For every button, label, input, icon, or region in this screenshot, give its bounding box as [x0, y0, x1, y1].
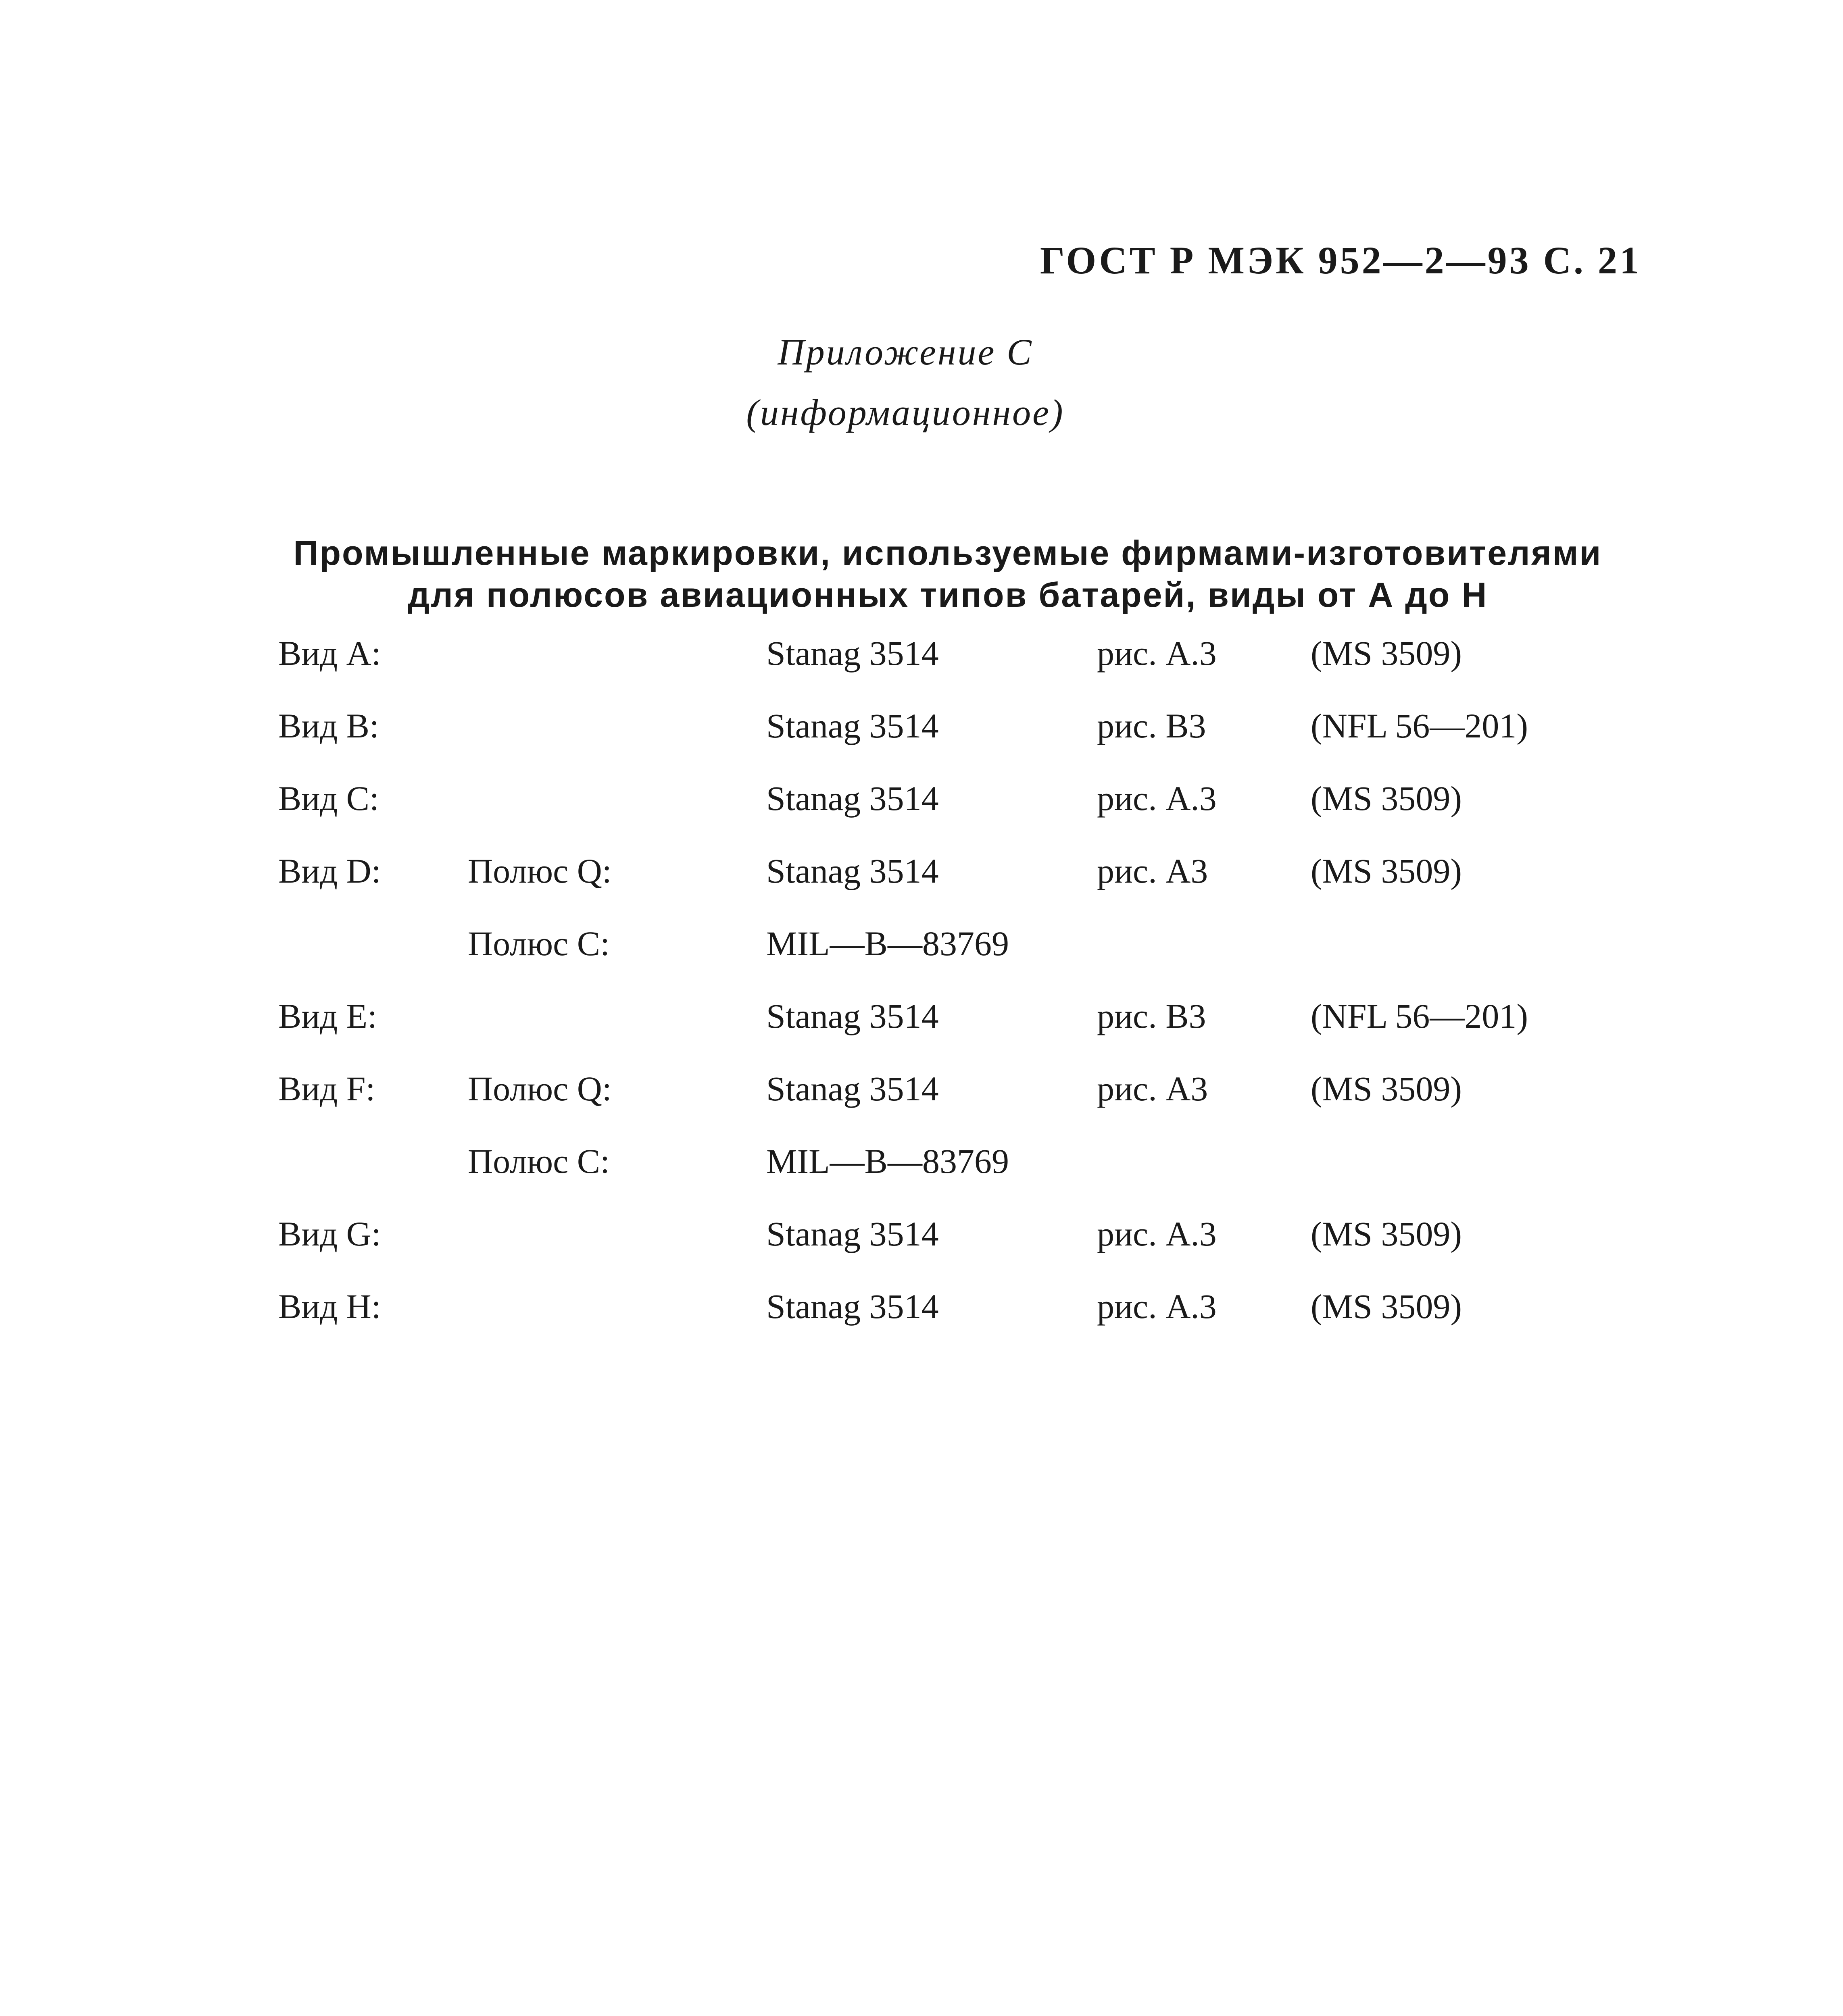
view-label: Вид F:: [278, 1069, 375, 1108]
pole-label: Полюс Q:: [468, 852, 612, 890]
spec-ref: (MS 3509): [1311, 779, 1462, 818]
spec-ref: (MS 3509): [1311, 852, 1462, 890]
markings-row: [0, 992, 1843, 1064]
view-label: Вид H:: [278, 1287, 381, 1326]
figure-ref: рис. A.3: [1097, 1287, 1217, 1326]
spec-ref: (NFL 56—201): [1311, 706, 1528, 745]
view-label: Вид A:: [278, 634, 381, 673]
markings-row: [0, 1137, 1843, 1210]
markings-row: [0, 774, 1843, 847]
standard-ref: Stanag 3514: [766, 706, 939, 745]
figure-ref: рис. B3: [1097, 997, 1206, 1035]
spec-ref: (MS 3509): [1311, 1069, 1462, 1108]
markings-row: [0, 1210, 1843, 1282]
figure-ref: рис. A3: [1097, 852, 1208, 890]
standard-ref: Stanag 3514: [766, 852, 939, 890]
markings-row: [0, 702, 1843, 774]
figure-ref: рис. A.3: [1097, 1214, 1217, 1253]
view-label: Вид B:: [278, 706, 379, 745]
pole-label: Полюс Q:: [468, 1069, 612, 1108]
appendix-title: Приложение С: [778, 331, 1033, 373]
standard-ref: MIL—B—83769: [766, 924, 1009, 963]
standard-ref: Stanag 3514: [766, 779, 939, 818]
spec-ref: (MS 3509): [1311, 634, 1462, 673]
standard-ref: Stanag 3514: [766, 1214, 939, 1253]
section-title: Промышленные маркировки, используемые фирмами-изготовителями для полюсов авиационных типов батарей, виды от А до Н: [293, 534, 1602, 614]
spec-ref: (MS 3509): [1311, 1287, 1462, 1326]
standard-ref: Stanag 3514: [766, 1287, 939, 1326]
markings-row: [0, 919, 1843, 992]
page-header: ГОСТ Р МЭК 952—2—93 С. 21: [1040, 239, 1641, 282]
spec-ref: (MS 3509): [1311, 1214, 1462, 1253]
spec-ref: (NFL 56—201): [1311, 997, 1528, 1035]
markings-row: [0, 1064, 1843, 1137]
standard-ref: MIL—B—83769: [766, 1142, 1009, 1181]
pole-label: Полюс C:: [468, 924, 610, 963]
view-label: Вид D:: [278, 852, 381, 890]
view-label: Вид G:: [278, 1214, 381, 1253]
pole-label: Полюс C:: [468, 1142, 610, 1181]
markings-row: [0, 629, 1843, 702]
markings-row: [0, 847, 1843, 919]
view-label: Вид E:: [278, 997, 377, 1035]
standard-ref: Stanag 3514: [766, 634, 939, 673]
view-label: Вид C:: [278, 779, 379, 818]
markings-row: [0, 1282, 1843, 1355]
standard-ref: Stanag 3514: [766, 997, 939, 1035]
figure-ref: рис. A3: [1097, 1069, 1208, 1108]
figure-ref: рис. B3: [1097, 706, 1206, 745]
appendix-subtitle: (информационное): [746, 392, 1065, 433]
standard-ref: Stanag 3514: [766, 1069, 939, 1108]
figure-ref: рис. A.3: [1097, 634, 1217, 673]
figure-ref: рис. A.3: [1097, 779, 1217, 818]
